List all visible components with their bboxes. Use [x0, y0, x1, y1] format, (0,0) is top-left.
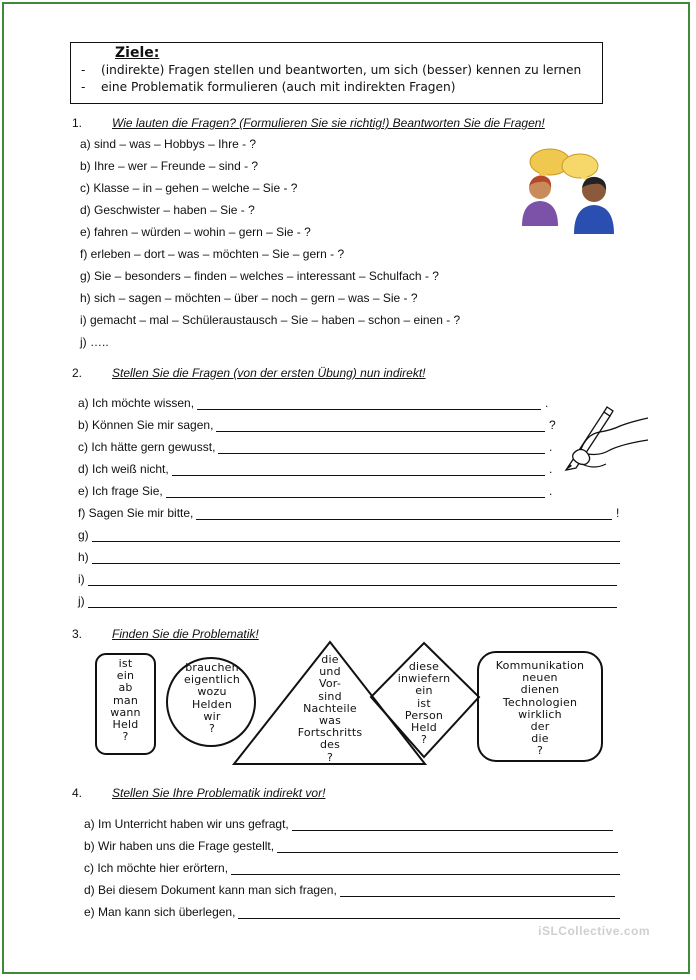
answer-blank[interactable] [218, 441, 545, 454]
row-label: i) [78, 572, 85, 586]
row-end-mark: . [549, 462, 553, 476]
row-label: c) Ich möchte hier erörtern, [84, 861, 229, 875]
shape-word: Helden [191, 697, 233, 711]
shape-word: Fortschritts [297, 726, 363, 740]
row-label: b) Können Sie mir sagen, [78, 418, 214, 432]
row-label: a) Im Unterricht haben wir uns gefragt, [84, 817, 289, 831]
indirect-question-row [78, 548, 624, 564]
question-item: a) sind – was – Hobbys – Ihre - ? [80, 137, 257, 151]
shape-word: Nachteile [303, 701, 357, 715]
row-end-mark: . [549, 484, 553, 498]
shape-word: ? [208, 722, 216, 736]
problem-statement-row [84, 859, 620, 875]
shape-word: ? [122, 730, 129, 744]
answer-blank[interactable] [172, 463, 545, 476]
shape-word: neuen [522, 671, 558, 685]
row-end-mark: . [549, 440, 553, 454]
shape-word: diese [408, 660, 440, 673]
shape-word: Vor- [319, 677, 341, 691]
goal-line-1: - (indirekte) Fragen stellen und beantworten, um sich (besser) kennen zu lernen [81, 63, 582, 77]
shape-4-text [384, 661, 464, 746]
row-label: j) [78, 594, 85, 608]
indirect-question-row [78, 482, 552, 498]
section-2-number: 2. [72, 366, 83, 380]
indirect-question-row [78, 592, 621, 608]
shape-word: ein [415, 684, 433, 698]
answer-blank[interactable] [340, 884, 615, 897]
goals-box [70, 42, 603, 104]
answer-blank[interactable] [88, 573, 617, 586]
shape-word: brauchen [185, 661, 239, 674]
row-label: g) [78, 528, 89, 542]
shape-word: ist [118, 657, 133, 670]
section-1-number: 1. [72, 116, 83, 130]
writing-hand-icon [560, 404, 652, 476]
answer-blank[interactable] [88, 595, 617, 608]
section-3-number: 3. [72, 627, 83, 641]
row-label: b) Wir haben uns die Frage gestellt, [84, 839, 275, 853]
row-label: f) Sagen Sie mir bitte, [78, 506, 194, 520]
section-1-title: Wie lauten die Fragen? (Formulieren Sie sie richtig!) Beantworten Sie die Fragen! [112, 116, 545, 130]
question-item: c) Klasse – in – gehen – welche – Sie - ? [80, 181, 298, 195]
shape-word: ein [116, 669, 135, 683]
row-label: a) Ich möchte wissen, [78, 396, 195, 410]
shape-5-text [480, 660, 600, 758]
indirect-question-row [78, 438, 552, 454]
shape-word: Technologien [502, 695, 578, 709]
shape-word: und [319, 665, 341, 679]
row-label: d) Ich weiß nicht, [78, 462, 169, 476]
shape-word: ? [536, 744, 544, 758]
shape-word: inwiefern [397, 672, 451, 686]
answer-blank[interactable] [231, 862, 620, 875]
shape-word: Held [411, 721, 437, 735]
shape-word: des [319, 738, 341, 752]
indirect-question-row [78, 460, 552, 476]
answer-blank[interactable] [216, 419, 545, 432]
shape-word: Held [112, 718, 139, 732]
question-item: f) erleben – dort – was – möchten – Sie – gern - ? [80, 247, 345, 261]
shape-word: eigentlich [184, 673, 240, 687]
answer-blank[interactable] [196, 507, 612, 520]
shape-word: man [112, 693, 139, 707]
answer-blank[interactable] [277, 840, 618, 853]
watermark: iSLCollective.com [538, 924, 650, 938]
answer-blank[interactable] [197, 397, 541, 410]
goal-line-2: - eine Problematik formulieren (auch mit indirekten Fragen) [81, 80, 456, 94]
row-end-mark: ! [616, 506, 620, 520]
shape-word: was [318, 714, 342, 728]
row-label: h) [78, 550, 89, 564]
indirect-question-row [78, 416, 556, 432]
shape-word: ab [118, 681, 133, 695]
answer-blank[interactable] [166, 485, 545, 498]
indirect-question-row [78, 570, 621, 586]
indirect-question-row [78, 526, 624, 542]
question-item: d) Geschwister – haben – Sie - ? [80, 203, 255, 217]
shape-3-text [285, 654, 375, 764]
section-3-title: Finden Sie die Problematik! [112, 627, 259, 641]
question-item: e) fahren – würden – wohin – gern – Sie - ? [80, 225, 311, 239]
row-label: d) Bei diesem Dokument kann man sich fragen, [84, 883, 337, 897]
problem-statement-row [84, 903, 620, 919]
shape-2-text [172, 662, 252, 735]
goals-title: Ziele: [115, 45, 160, 61]
section-4-number: 4. [72, 786, 83, 800]
row-end-mark: ? [549, 418, 556, 432]
question-item: b) Ihre – wer – Freunde – sind - ? [80, 159, 259, 173]
answer-blank[interactable] [292, 818, 613, 831]
question-item: g) Sie – besonders – finden – welches – interessant – Schulfach - ? [80, 269, 439, 283]
problem-statement-row [84, 881, 615, 897]
shape-word: ? [420, 733, 428, 747]
section-4-title: Stellen Sie Ihre Problematik indirekt vor! [112, 786, 326, 800]
shape-word: der [530, 720, 550, 734]
answer-blank[interactable] [238, 906, 620, 919]
answer-blank[interactable] [92, 529, 620, 542]
indirect-question-row [78, 394, 548, 410]
shape-word: ? [326, 750, 334, 764]
shape-word: wann [110, 705, 141, 719]
shape-word: wirklich [518, 707, 562, 721]
shape-word: ist [417, 696, 431, 710]
indirect-question-row [78, 504, 619, 520]
question-item: j) ….. [80, 335, 109, 349]
shape-word: sind [318, 689, 342, 703]
section-2-title: Stellen Sie die Fragen (von der ersten Übung) nun indirekt! [112, 366, 426, 380]
shape-word: die [531, 732, 549, 746]
question-item: i) gemacht – mal – Schüleraustausch – Sie – haben – schon – einen - ? [80, 313, 461, 327]
answer-blank[interactable] [92, 551, 620, 564]
shape-word: wozu [197, 685, 227, 699]
problem-statement-row [84, 815, 613, 831]
chatting-people-icon [510, 146, 628, 242]
shape-word: dienen [520, 683, 560, 697]
shape-word: die [321, 653, 339, 666]
row-end-mark: . [545, 396, 549, 410]
shape-1-text [96, 658, 155, 743]
row-label: c) Ich hätte gern gewusst, [78, 440, 216, 454]
shape-word: Kommunikation [495, 659, 585, 672]
shape-word: wir [203, 709, 221, 723]
row-label: e) Man kann sich überlegen, [84, 905, 236, 919]
row-label: e) Ich frage Sie, [78, 484, 163, 498]
shape-word: Person [404, 708, 444, 722]
problem-statement-row [84, 837, 618, 853]
question-item: h) sich – sagen – möchten – über – noch – gern – was – Sie - ? [80, 291, 418, 305]
